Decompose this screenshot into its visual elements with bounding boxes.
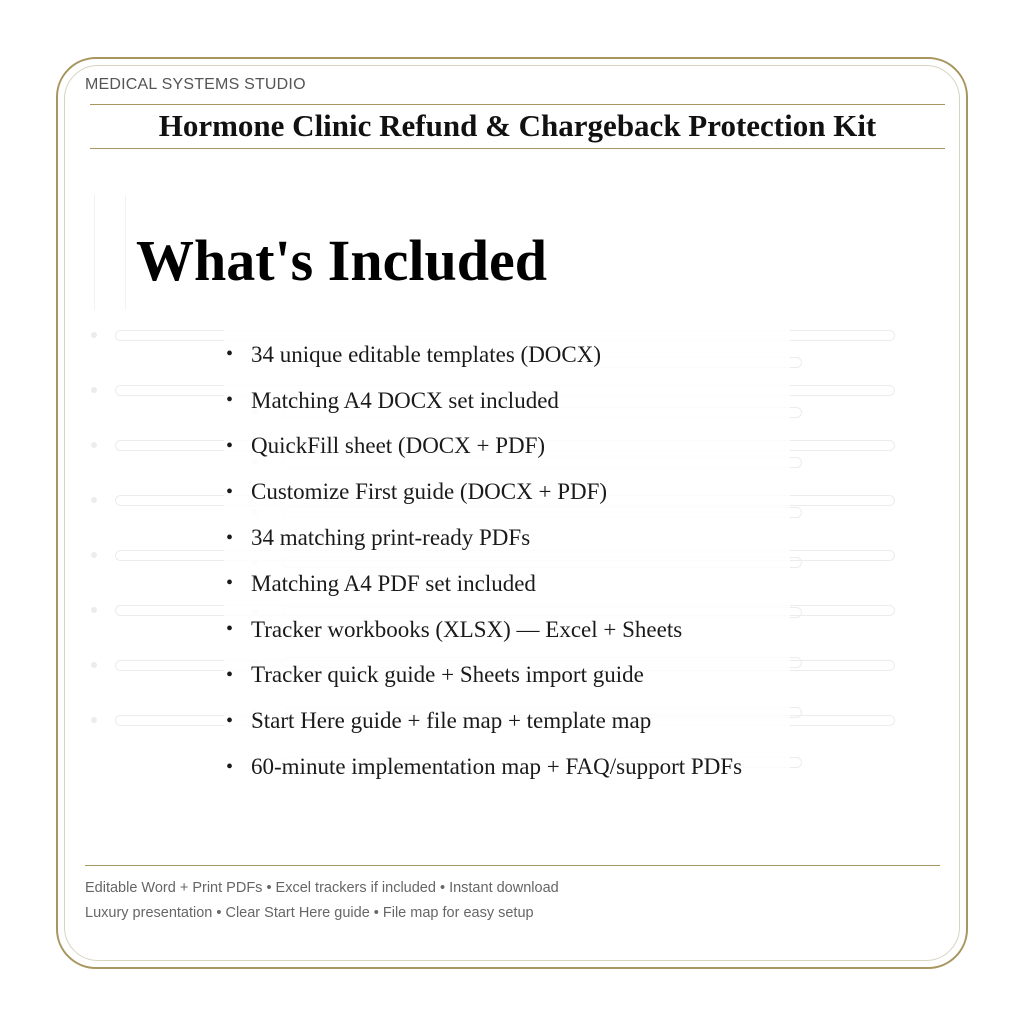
list-item-text: Matching A4 DOCX set included	[251, 387, 559, 413]
list-item-text: 34 matching print-ready PDFs	[251, 525, 531, 551]
ghost-dot	[91, 607, 97, 613]
bullet-icon: •	[226, 389, 234, 412]
list-item-text: Tracker workbooks (XLSX) — Excel + Sheets	[251, 616, 683, 642]
list-item	[226, 424, 742, 470]
list-item	[226, 515, 742, 561]
list-item	[226, 607, 742, 653]
list-item-text: QuickFill sheet (DOCX + PDF)	[251, 433, 546, 459]
list-item-text: Matching A4 PDF set included	[251, 570, 536, 596]
list-item-text: Tracker quick guide + Sheets import guide	[251, 662, 644, 688]
included-list	[226, 332, 742, 790]
footer-line-2: Luxury presentation • Clear Start Here guide • File map for easy setup	[85, 905, 534, 921]
list-item	[226, 469, 742, 515]
bullet-icon: •	[226, 709, 234, 732]
list-item-text: Customize First guide (DOCX + PDF)	[251, 479, 608, 505]
list-item-text: 60-minute implementation map + FAQ/support PDFs	[251, 754, 743, 780]
ghost-dot	[91, 662, 97, 668]
bullet-icon: •	[226, 618, 234, 641]
ghost-dot	[91, 552, 97, 558]
list-item	[226, 653, 742, 699]
bullet-icon: •	[226, 343, 234, 366]
ghost-bar	[94, 195, 126, 310]
list-item	[226, 561, 742, 607]
list-item	[226, 332, 742, 378]
brand-label: MEDICAL SYSTEMS STUDIO	[85, 76, 306, 93]
ghost-dot	[91, 442, 97, 448]
footer-rule	[85, 865, 940, 866]
ghost-dot	[91, 497, 97, 503]
title-bottom-rule	[90, 148, 945, 149]
bullet-icon: •	[226, 526, 234, 549]
list-item	[226, 698, 742, 744]
list-item	[226, 744, 742, 790]
list-item-text: 34 unique editable templates (DOCX)	[251, 341, 602, 367]
bullet-icon: •	[226, 663, 234, 686]
bullet-icon: •	[226, 572, 234, 595]
list-item	[226, 378, 742, 424]
list-item-text: Start Here guide + file map + template map	[251, 708, 652, 734]
bullet-icon: •	[226, 755, 234, 778]
title-top-rule	[90, 104, 945, 105]
section-heading: What's Included	[136, 228, 547, 293]
ghost-dot	[91, 387, 97, 393]
ghost-dot	[91, 332, 97, 338]
bullet-icon: •	[226, 480, 234, 503]
bullet-icon: •	[226, 434, 234, 457]
footer-line-1: Editable Word + Print PDFs • Excel trackers if included • Instant download	[85, 880, 559, 896]
ghost-dot	[91, 717, 97, 723]
kit-title: Hormone Clinic Refund & Chargeback Protection Kit	[158, 108, 877, 143]
